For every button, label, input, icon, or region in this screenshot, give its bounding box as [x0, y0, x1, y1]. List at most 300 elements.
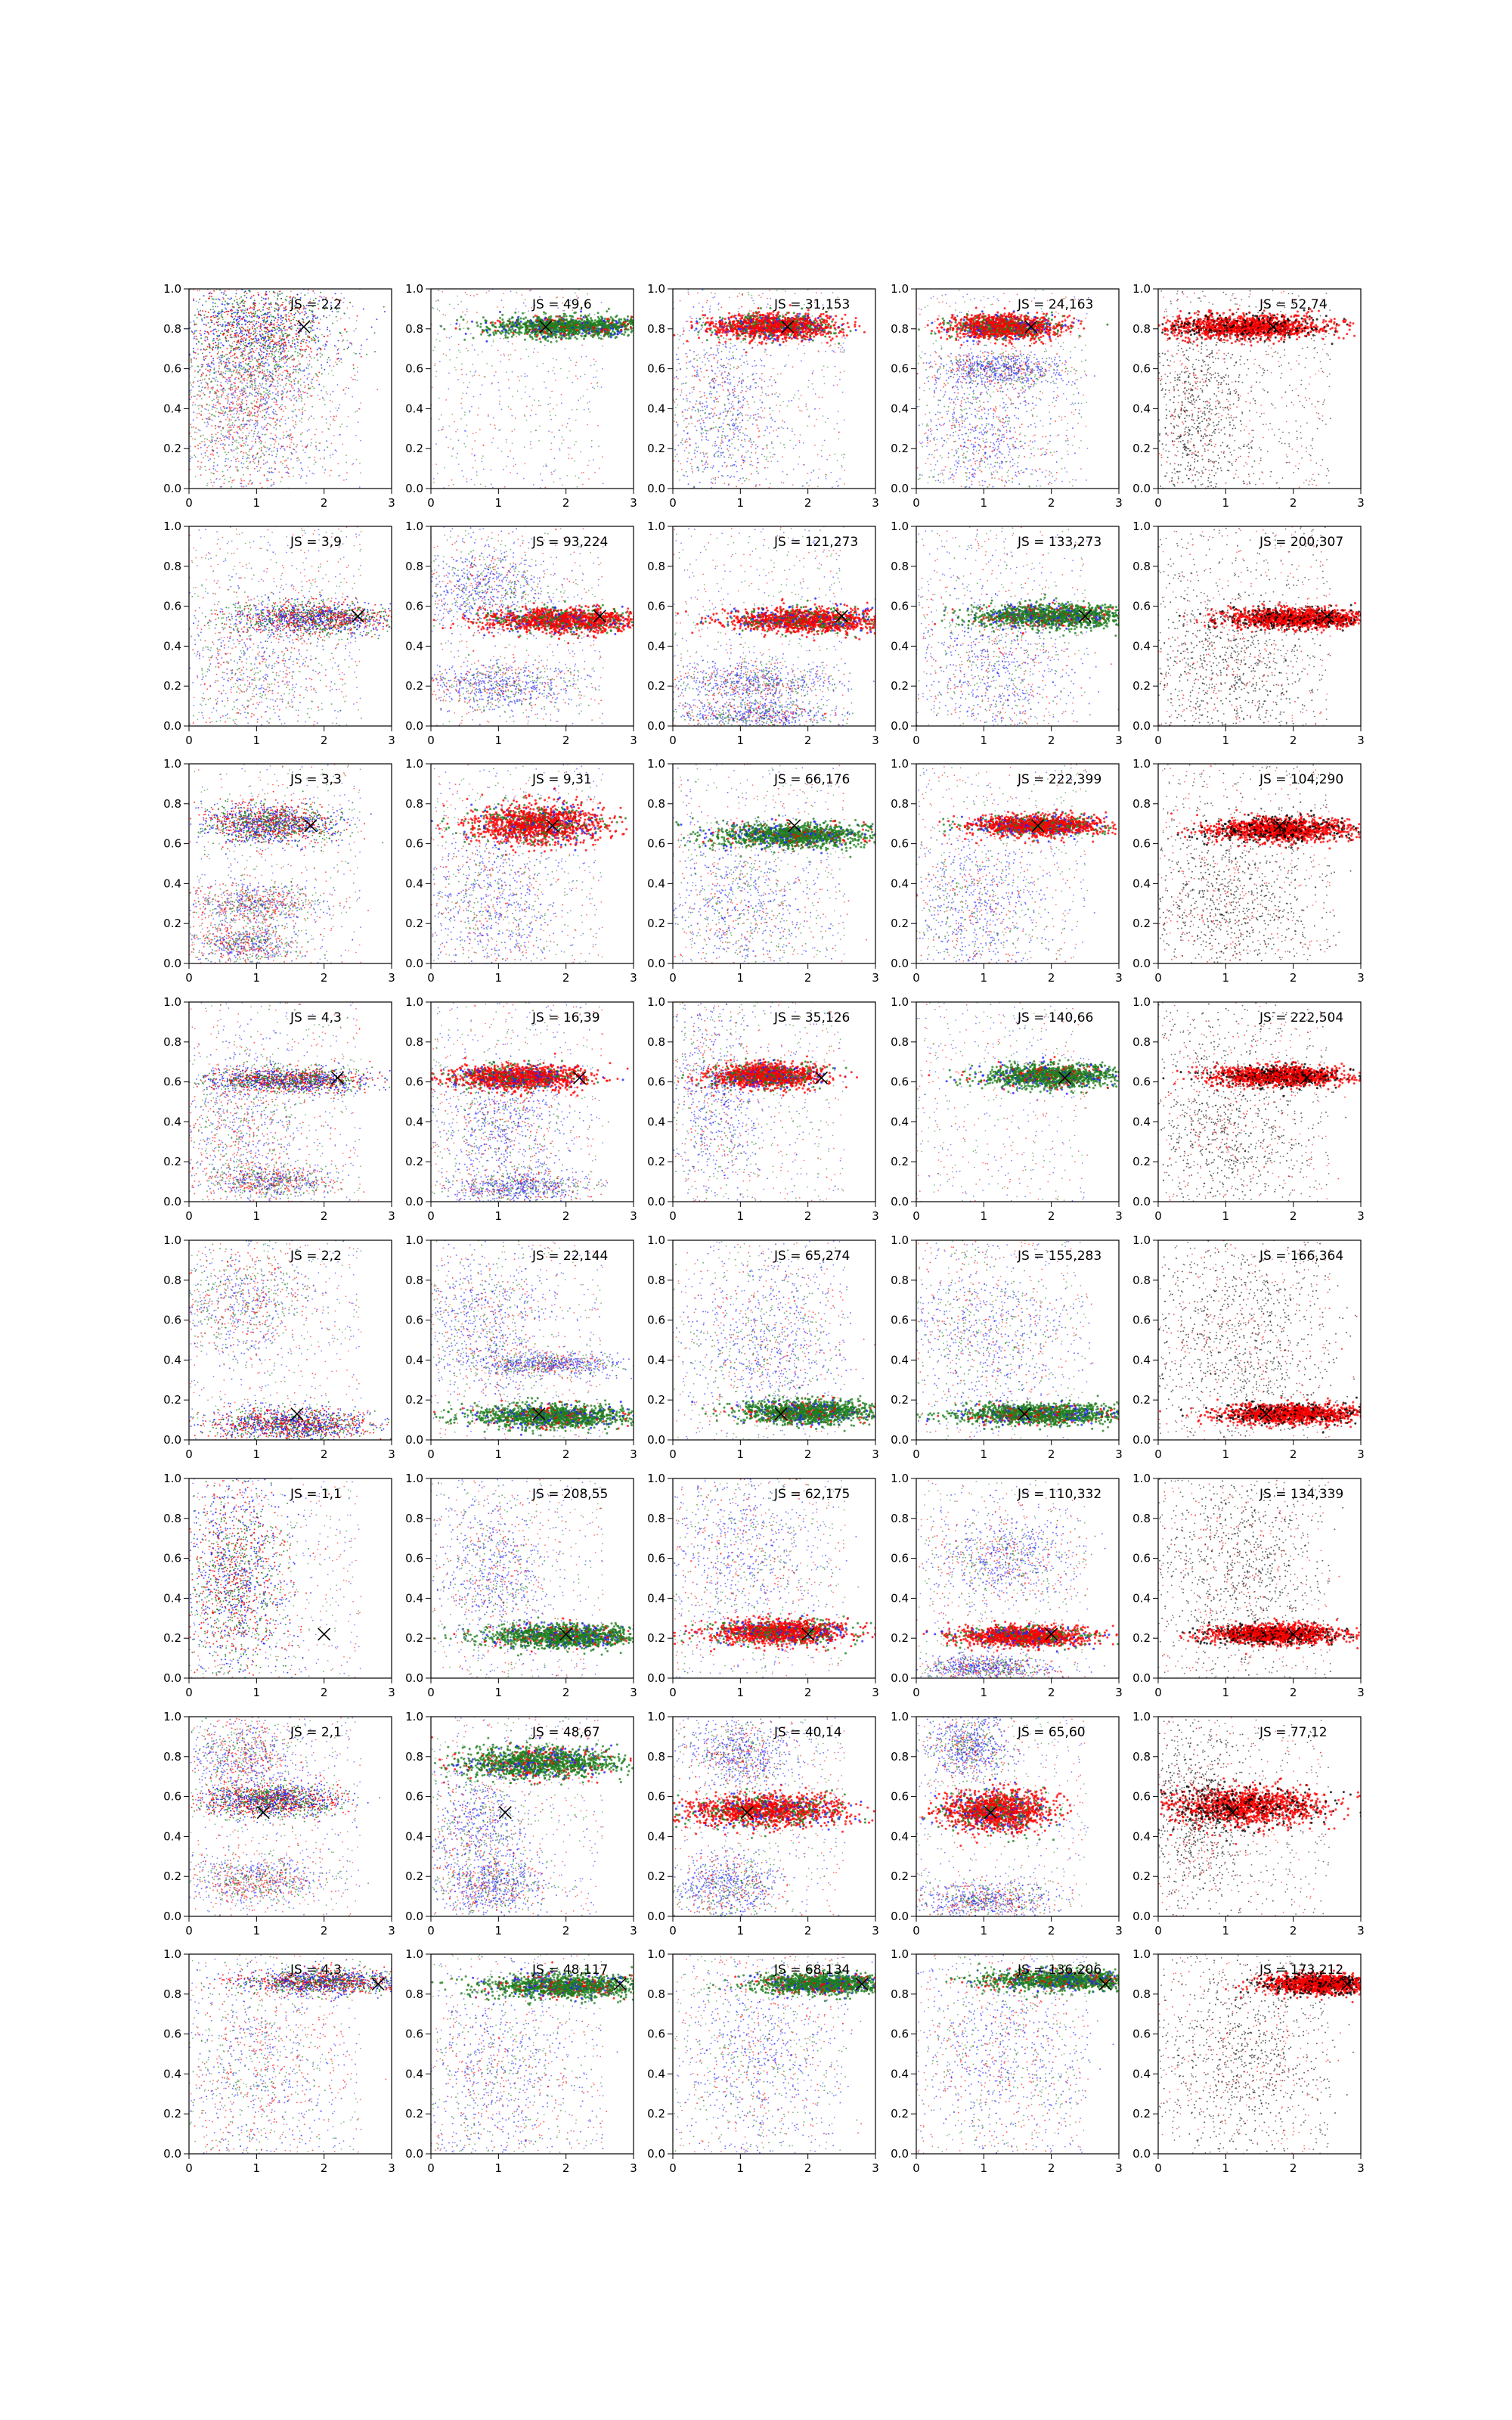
- scatter-point: [229, 388, 231, 389]
- scatter-point: [324, 469, 326, 470]
- scatter-point: [252, 388, 253, 389]
- scatter-point: [233, 449, 234, 451]
- scatter-point: [432, 350, 434, 352]
- scatter-point: [261, 447, 262, 448]
- scatter-point: [327, 329, 328, 330]
- scatter-point: [576, 361, 578, 363]
- scatter-point: [194, 377, 196, 378]
- scatter-point: [231, 337, 233, 338]
- scatter-point: [234, 318, 235, 319]
- scatter-point: [253, 320, 255, 321]
- scatter-point: [298, 380, 299, 382]
- scatter-point: [493, 341, 494, 343]
- scatter-point: [249, 308, 251, 309]
- scatter-point: [284, 348, 285, 349]
- scatter-point: [191, 359, 192, 361]
- scatter-point: [303, 382, 305, 383]
- scatter-point: [276, 343, 277, 345]
- scatter-point: [450, 439, 451, 440]
- scatter-point: [246, 293, 248, 294]
- scatter-point: [344, 329, 345, 330]
- scatter-point: [220, 343, 222, 344]
- scatter-point: [222, 325, 223, 327]
- scatter-point: [206, 439, 208, 440]
- scatter-point: [302, 355, 304, 357]
- scatter-point: [476, 471, 478, 473]
- scatter-point: [288, 468, 290, 470]
- scatter-point: [308, 417, 310, 419]
- scatter-point: [218, 374, 220, 375]
- scatter-point: [262, 358, 264, 359]
- scatter-point: [215, 377, 217, 378]
- scatter-point: [594, 472, 596, 473]
- scatter-point: [317, 327, 318, 329]
- scatter-point: [209, 374, 211, 376]
- scatter-point: [308, 419, 309, 420]
- scatter-point: [204, 333, 206, 334]
- scatter-point: [251, 375, 253, 377]
- scatter-point: [352, 464, 353, 466]
- scatter-point: [212, 306, 214, 308]
- scatter-point: [246, 441, 247, 442]
- scatter-point: [246, 371, 247, 373]
- scatter-point: [252, 355, 253, 356]
- scatter-point: [569, 357, 570, 358]
- scatter-point: [257, 470, 259, 472]
- scatter-point: [580, 451, 581, 453]
- scatter-point: [243, 445, 244, 447]
- x-tick-label: 1: [253, 496, 261, 510]
- scatter-point: [442, 314, 444, 315]
- scatter-point: [222, 311, 224, 312]
- scatter-point: [279, 374, 280, 375]
- scatter-point: [274, 365, 275, 367]
- scatter-point: [352, 365, 354, 366]
- scatter-point: [231, 315, 232, 317]
- scatter-point: [227, 383, 228, 384]
- scatter-point: [264, 474, 265, 476]
- scatter-point: [359, 486, 361, 488]
- scatter-point: [581, 472, 583, 473]
- scatter-point: [492, 487, 494, 489]
- scatter-point: [311, 340, 312, 341]
- scatter-point: [530, 290, 531, 291]
- scatter-point: [584, 374, 586, 375]
- scatter-point: [435, 339, 437, 340]
- scatter-point: [245, 438, 246, 439]
- scatter-point: [225, 458, 227, 460]
- scatter-point: [238, 419, 240, 420]
- scatter-point: [308, 336, 310, 337]
- scatter-point: [311, 442, 312, 444]
- scatter-point: [228, 358, 230, 359]
- scatter-point: [275, 332, 277, 334]
- scatter-point: [211, 316, 212, 318]
- scatter-point: [211, 296, 212, 297]
- scatter-point: [258, 464, 259, 465]
- scatter-point: [225, 290, 226, 292]
- scatter-point: [212, 330, 214, 331]
- scatter-point: [288, 340, 290, 342]
- scatter-point: [314, 330, 315, 331]
- scatter-point: [224, 408, 225, 409]
- scatter-point: [259, 334, 261, 336]
- scatter-point: [197, 413, 198, 414]
- scatter-point: [256, 349, 257, 351]
- scatter-point: [210, 387, 212, 389]
- scatter-point: [241, 390, 243, 392]
- scatter-point: [224, 355, 225, 357]
- scatter-point: [256, 466, 258, 467]
- scatter-point: [223, 298, 225, 299]
- scatter-point: [535, 339, 538, 341]
- scatter-point: [243, 367, 245, 368]
- scatter-point: [242, 432, 243, 433]
- scatter-point: [275, 402, 277, 403]
- scatter-point: [593, 358, 595, 360]
- scatter-point: [265, 374, 266, 375]
- scatter-point: [472, 344, 473, 346]
- scatter-point: [306, 346, 308, 347]
- scatter-point: [513, 458, 514, 460]
- scatter-point: [221, 486, 222, 488]
- scatter-point: [309, 387, 311, 389]
- scatter-point: [298, 388, 299, 389]
- scatter-point: [190, 382, 191, 383]
- scatter-point: [245, 315, 246, 316]
- scatter-point: [238, 346, 240, 348]
- scatter-point: [267, 327, 268, 328]
- scatter-point: [222, 375, 223, 377]
- scatter-point: [460, 301, 462, 302]
- scatter-point: [471, 321, 473, 323]
- scatter-point: [302, 411, 303, 413]
- scatter-point: [255, 330, 256, 332]
- scatter-point: [256, 454, 258, 455]
- scatter-point: [246, 346, 248, 347]
- scatter-point: [223, 406, 225, 408]
- scatter-point: [201, 453, 203, 455]
- scatter-point: [284, 388, 285, 389]
- scatter-point: [435, 443, 437, 445]
- scatter-point: [204, 422, 206, 424]
- scatter-point: [544, 318, 546, 320]
- scatter-point: [437, 334, 438, 335]
- scatter-point: [253, 312, 255, 314]
- scatter-point: [446, 337, 448, 339]
- scatter-point: [234, 424, 235, 426]
- scatter-point: [243, 456, 244, 458]
- scatter-point: [221, 371, 222, 373]
- scatter-point: [261, 346, 262, 347]
- scatter-point: [231, 419, 232, 420]
- scatter-point: [486, 329, 488, 331]
- scatter-point: [215, 315, 216, 317]
- scatter-point: [237, 369, 238, 371]
- scatter-point: [474, 349, 476, 351]
- scatter-point: [538, 440, 540, 442]
- scatter-point: [265, 399, 266, 401]
- scatter-point: [259, 405, 261, 407]
- scatter-point: [469, 410, 471, 411]
- scatter-point: [269, 346, 271, 348]
- scatter-point: [287, 446, 288, 448]
- scatter-point: [569, 371, 570, 372]
- scatter-point: [259, 330, 261, 332]
- scatter-point: [477, 414, 479, 416]
- scatter-point: [328, 429, 330, 430]
- scatter-point: [252, 420, 253, 421]
- scatter-point: [284, 330, 286, 331]
- scatter-point: [615, 316, 617, 318]
- scatter-point: [224, 412, 225, 414]
- scatter-point: [218, 396, 220, 398]
- scatter-point: [493, 340, 494, 341]
- scatter-point: [466, 374, 467, 376]
- scatter-point: [259, 342, 260, 343]
- scatter-point: [240, 328, 241, 330]
- scatter-point: [513, 465, 515, 467]
- scatter-point: [215, 328, 216, 330]
- scatter-point: [300, 394, 302, 396]
- scatter-point: [280, 367, 282, 368]
- scatter-point: [228, 481, 230, 482]
- scatter-point: [286, 348, 287, 349]
- scatter-point: [256, 392, 257, 393]
- scatter-point: [228, 420, 230, 422]
- scatter-point: [197, 429, 199, 430]
- scatter-point: [355, 353, 357, 355]
- scatter-point: [240, 306, 241, 308]
- scatter-point: [210, 472, 212, 473]
- scatter-point: [246, 383, 248, 384]
- scatter-point: [255, 441, 256, 442]
- scatter-point: [508, 406, 510, 408]
- scatter-point: [212, 400, 213, 402]
- scatter-point: [270, 438, 271, 439]
- scatter-point: [355, 435, 357, 436]
- scatter-point: [258, 321, 259, 323]
- scatter-point: [490, 424, 491, 426]
- scatter-point: [277, 391, 279, 392]
- scatter-point: [322, 398, 324, 399]
- scatter-point: [249, 291, 251, 293]
- scatter-point: [526, 375, 528, 377]
- scatter-point: [237, 340, 239, 341]
- scatter-point: [237, 452, 238, 454]
- scatter-point: [360, 402, 361, 404]
- scatter-point: [472, 337, 475, 340]
- scatter-point: [313, 387, 314, 389]
- scatter-point: [599, 467, 600, 469]
- scatter-point: [245, 392, 246, 394]
- scatter-point: [293, 358, 295, 359]
- scatter-point: [284, 342, 285, 343]
- scatter-point: [510, 450, 511, 451]
- scatter-point: [234, 440, 236, 442]
- scatter-point: [263, 338, 265, 340]
- scatter-point: [305, 331, 307, 333]
- scatter-point: [461, 398, 463, 399]
- scatter-point: [274, 330, 276, 331]
- scatter-point: [258, 461, 259, 463]
- scatter-point: [209, 440, 210, 442]
- scatter-point: [566, 475, 568, 476]
- scatter-point: [602, 346, 603, 347]
- scatter-point: [443, 328, 445, 330]
- scatter-point: [212, 468, 214, 470]
- scatter-point: [537, 365, 538, 367]
- scatter-point: [316, 429, 318, 430]
- scatter-point: [191, 396, 192, 398]
- scatter-point: [260, 323, 262, 324]
- scatter-point: [311, 325, 313, 327]
- scatter-point: [277, 341, 279, 343]
- scatter-point: [265, 299, 266, 300]
- scatter-point: [265, 333, 267, 334]
- scatter-point: [261, 386, 262, 388]
- scatter-point: [256, 402, 258, 404]
- scatter-point: [271, 467, 272, 469]
- scatter-point: [288, 417, 290, 419]
- scatter-point: [305, 351, 306, 352]
- scatter-point: [518, 328, 520, 330]
- scatter-point: [221, 396, 222, 398]
- scatter-point: [346, 472, 348, 473]
- scatter-point: [232, 364, 234, 365]
- scatter-point: [313, 337, 314, 338]
- scatter-point: [193, 411, 194, 413]
- scatter-point: [198, 312, 200, 313]
- scatter-point: [313, 320, 314, 321]
- scatter-point: [252, 342, 253, 343]
- scatter-point: [217, 353, 218, 355]
- scatter-point: [292, 355, 293, 356]
- scatter-point: [277, 344, 279, 346]
- scatter-point: [286, 299, 287, 301]
- scatter-point: [220, 382, 222, 383]
- scatter-point: [231, 397, 233, 399]
- scatter-point: [216, 384, 218, 386]
- scatter-point: [234, 414, 235, 415]
- scatter-point: [351, 343, 352, 344]
- scatter-point: [474, 374, 476, 376]
- scatter-point: [229, 345, 231, 346]
- scatter-point: [608, 321, 610, 323]
- scatter-point: [345, 479, 347, 480]
- scatter-point: [246, 408, 247, 410]
- scatter-point: [277, 395, 279, 396]
- scatter-point: [258, 340, 259, 341]
- scatter-point: [231, 411, 233, 412]
- scatter-point: [337, 349, 339, 351]
- scatter-point: [277, 324, 279, 326]
- scatter-point: [202, 379, 203, 380]
- scatter-point: [283, 307, 284, 309]
- scatter-point: [295, 334, 296, 335]
- scatter-point: [222, 297, 224, 299]
- scatter-point: [278, 343, 280, 344]
- scatter-point: [466, 311, 468, 312]
- scatter-point: [227, 314, 228, 315]
- scatter-point: [604, 331, 606, 334]
- scatter-point: [290, 320, 292, 321]
- scatter-point: [197, 309, 198, 310]
- scatter-point: [442, 291, 443, 293]
- scatter-point: [253, 458, 255, 460]
- scatter-point: [205, 311, 206, 312]
- scatter-point: [272, 392, 274, 394]
- scatter-point: [305, 446, 307, 448]
- scatter-point: [281, 324, 283, 325]
- scatter-point: [482, 331, 484, 334]
- scatter-point: [243, 474, 244, 476]
- scatter-point: [234, 390, 236, 392]
- scatter-point: [206, 485, 208, 486]
- scatter-point: [475, 460, 476, 461]
- scatter-point: [248, 458, 249, 459]
- scatter-point: [244, 390, 246, 392]
- scatter-point: [280, 418, 282, 420]
- scatter-point: [225, 465, 226, 467]
- scatter-point: [278, 471, 280, 473]
- scatter-point: [237, 408, 238, 410]
- scatter-point: [274, 360, 276, 361]
- scatter-point: [254, 299, 256, 301]
- scatter-point: [491, 442, 493, 443]
- scatter-point: [266, 369, 268, 371]
- scatter-point: [339, 426, 341, 427]
- scatter-point: [217, 358, 218, 359]
- scatter-point: [500, 333, 502, 335]
- scatter-point: [215, 299, 217, 300]
- scatter-point: [202, 310, 203, 312]
- scatter-point: [304, 386, 305, 388]
- scatter-point: [218, 311, 220, 312]
- scatter-point: [197, 394, 199, 396]
- scatter-point: [205, 340, 206, 342]
- scatter-point: [233, 327, 234, 328]
- scatter-point: [526, 420, 528, 421]
- scatter-point: [510, 330, 513, 333]
- scatter-point: [554, 332, 556, 334]
- scatter-point: [587, 402, 588, 404]
- scatter-point: [231, 482, 233, 483]
- scatter-point: [620, 329, 622, 331]
- scatter-point: [248, 358, 249, 360]
- scatter-point: [315, 342, 317, 343]
- scatter-point: [507, 329, 510, 331]
- scatter-point: [247, 377, 249, 378]
- scatter-point: [343, 297, 345, 299]
- scatter-point: [234, 337, 235, 338]
- scatter-point: [308, 374, 309, 375]
- scatter-point: [267, 350, 268, 352]
- scatter-point: [301, 422, 302, 424]
- scatter-point: [253, 461, 254, 462]
- scatter-point: [490, 470, 491, 471]
- scatter-point: [452, 448, 454, 450]
- scatter-point: [274, 320, 275, 321]
- scatter-point: [218, 368, 220, 369]
- scatter-point: [463, 392, 464, 394]
- scatter-point: [191, 389, 192, 391]
- scatter-point: [281, 404, 283, 405]
- scatter-point: [316, 380, 318, 381]
- scatter-point: [310, 330, 311, 332]
- scatter-point: [302, 391, 304, 392]
- scatter-point: [277, 386, 278, 387]
